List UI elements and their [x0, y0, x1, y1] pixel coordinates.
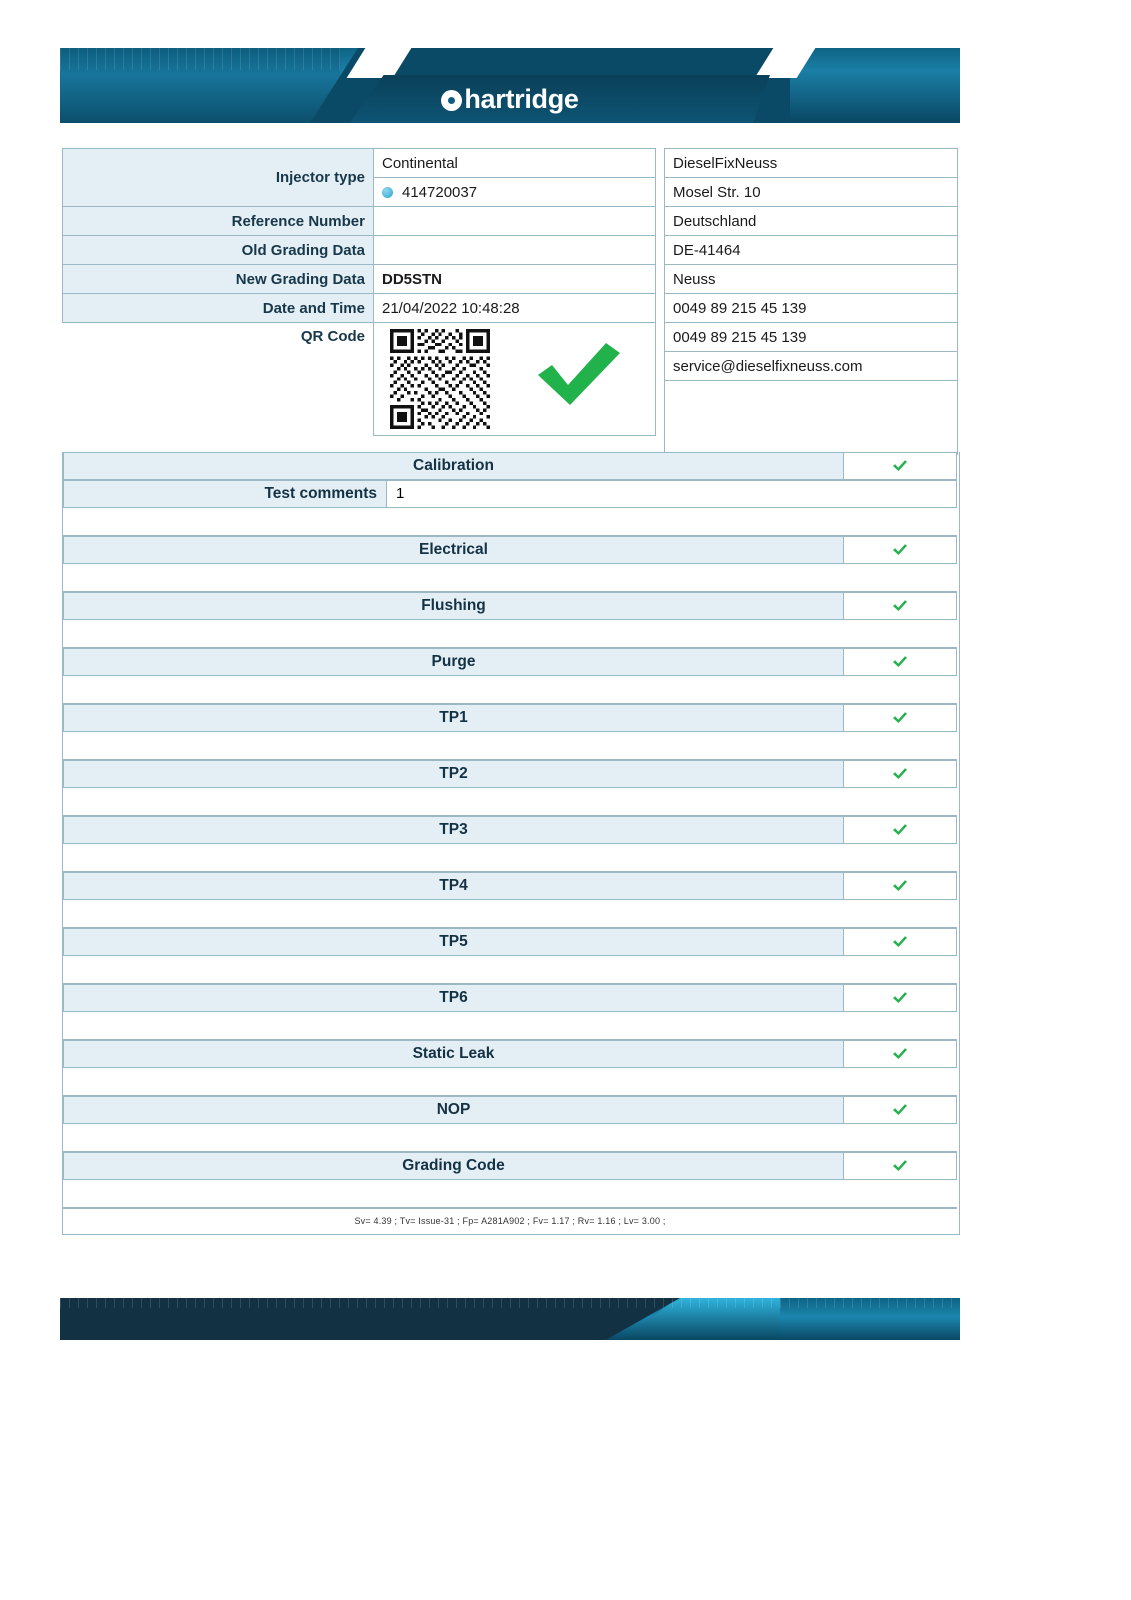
check-icon: [892, 599, 908, 612]
section-title-static-leak: Static Leak: [63, 1040, 843, 1068]
footer-stripe-pattern: [60, 1298, 960, 1308]
check-icon: [892, 1159, 908, 1172]
spacer-row: [63, 1012, 957, 1040]
header-stripe-pattern: [60, 48, 380, 70]
section-row-grading-code: [63, 1152, 957, 1180]
table-row: [665, 236, 958, 265]
qr-code-cell: [374, 323, 656, 436]
check-icon: [892, 991, 908, 1004]
customer-phone-1: 0049 89 215 45 139: [665, 294, 958, 323]
label-date-and-time: Date and Time: [63, 294, 374, 323]
label-old-grading-data: Old Grading Data: [63, 236, 374, 265]
section-row-tp1: [63, 704, 957, 732]
bullet-dot-icon: [382, 187, 393, 198]
section-title-flushing: Flushing: [63, 592, 843, 620]
spacer-row: [63, 1068, 957, 1096]
section-title-grading-code: Grading Code: [63, 1152, 843, 1180]
section-result-electrical: [843, 536, 957, 564]
section-row-flushing: [63, 592, 957, 620]
section-result-tp6: [843, 984, 957, 1012]
table-row: [665, 149, 958, 178]
table-row: [63, 149, 656, 178]
value-injector-type: Continental: [374, 149, 656, 178]
wheel-logo-icon: [441, 90, 462, 111]
section-title-nop: NOP: [63, 1096, 843, 1124]
section-result-tp1: [843, 704, 957, 732]
section-title-tp6: TP6: [63, 984, 843, 1012]
section-title-tp1: TP1: [63, 704, 843, 732]
table-row: [63, 236, 656, 265]
table-row: [665, 294, 958, 323]
check-icon: [892, 543, 908, 556]
customer-address-table: [664, 148, 958, 455]
customer-empty-area: [665, 381, 958, 456]
spacer-row: [63, 676, 957, 704]
section-result-static-leak: [843, 1040, 957, 1068]
injector-details-table: [62, 148, 656, 436]
test-comments-label: Test comments: [63, 480, 386, 508]
section-result-tp3: [843, 816, 957, 844]
value-old-grading-data: [374, 236, 656, 265]
table-row: [665, 381, 958, 456]
section-result-flushing: [843, 592, 957, 620]
label-reference-number: Reference Number: [63, 207, 374, 236]
spacer-row: [63, 844, 957, 872]
label-injector-type: Injector type: [63, 149, 374, 207]
check-icon: [892, 1047, 908, 1060]
section-row-tp4: [63, 872, 957, 900]
section-result-tp2: [843, 760, 957, 788]
check-icon: [892, 459, 908, 472]
spacer-row: [63, 564, 957, 592]
section-result-calibration: [843, 452, 957, 480]
check-icon: [892, 879, 908, 892]
customer-country: Deutschland: [665, 207, 958, 236]
test-sections-list: [62, 452, 960, 1235]
check-icon: [892, 935, 908, 948]
section-row-nop: [63, 1096, 957, 1124]
section-row-calibration: [63, 452, 957, 480]
qr-code-image: [390, 329, 490, 429]
table-row: [665, 352, 958, 381]
section-row-tp2: [63, 760, 957, 788]
spacer-row: [63, 508, 957, 536]
section-title-electrical: Electrical: [63, 536, 843, 564]
test-comments-value: 1: [386, 480, 957, 508]
section-row-electrical: [63, 536, 957, 564]
section-result-nop: [843, 1096, 957, 1124]
section-result-purge: [843, 648, 957, 676]
spacer-row: [63, 788, 957, 816]
check-icon: [892, 767, 908, 780]
injector-part-number-text: 414720037: [402, 183, 478, 201]
spacer-row: [63, 1124, 957, 1152]
section-row-tp5: [63, 928, 957, 956]
page-header: [60, 48, 960, 123]
section-row-static-leak: [63, 1040, 957, 1068]
software-version-footnote: Sv= 4.39 ; Tv= Issue-31 ; Fp= A281A902 ; Fv= 1.17 ; Rv= 1.16 ; Lv= 3.00 ;: [63, 1208, 957, 1234]
customer-city: Neuss: [665, 265, 958, 294]
table-row: [665, 178, 958, 207]
section-title-tp5: TP5: [63, 928, 843, 956]
table-row: [63, 294, 656, 323]
customer-street: Mosel Str. 10: [665, 178, 958, 207]
value-new-grading-data: DD5STN: [374, 265, 656, 294]
table-row: [665, 265, 958, 294]
section-title-tp3: TP3: [63, 816, 843, 844]
section-row-purge: [63, 648, 957, 676]
spacer-row: [63, 732, 957, 760]
table-row: [63, 323, 656, 436]
customer-name: DieselFixNeuss: [665, 149, 958, 178]
section-title-tp2: TP2: [63, 760, 843, 788]
section-row-tp6: [63, 984, 957, 1012]
check-icon: [892, 1103, 908, 1116]
customer-email: service@dieselfixneuss.com: [665, 352, 958, 381]
brand-logo: [60, 84, 960, 115]
spacer-row: [63, 900, 957, 928]
table-row: [63, 207, 656, 236]
section-result-tp4: [843, 872, 957, 900]
section-result-grading-code: [843, 1152, 957, 1180]
value-reference-number: [374, 207, 656, 236]
section-title-calibration: Calibration: [63, 452, 843, 480]
section-title-tp4: TP4: [63, 872, 843, 900]
check-icon: [892, 823, 908, 836]
table-row: [665, 323, 958, 352]
brand-name: hartridge: [464, 84, 579, 114]
check-icon: [892, 655, 908, 668]
section-title-purge: Purge: [63, 648, 843, 676]
test-comments-row: [63, 480, 957, 508]
value-date-and-time: 21/04/2022 10:48:28: [374, 294, 656, 323]
overall-pass-check-icon: [532, 337, 624, 409]
customer-postcode: DE-41464: [665, 236, 958, 265]
spacer-row: [63, 956, 957, 984]
spacer-row: [63, 1180, 957, 1208]
check-icon: [892, 711, 908, 724]
table-row: [63, 265, 656, 294]
label-qr-code: QR Code: [63, 323, 374, 436]
value-injector-part-number: [374, 178, 656, 207]
page-footer: [60, 1290, 960, 1340]
label-new-grading-data: New Grading Data: [63, 265, 374, 294]
section-row-tp3: [63, 816, 957, 844]
customer-phone-2: 0049 89 215 45 139: [665, 323, 958, 352]
section-result-tp5: [843, 928, 957, 956]
spacer-row: [63, 620, 957, 648]
table-row: [665, 207, 958, 236]
